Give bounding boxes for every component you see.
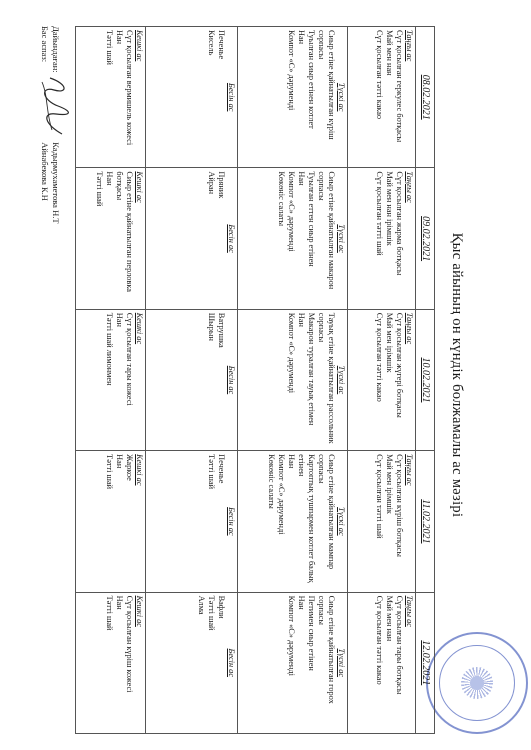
lunch-cell-day-2 (238, 168, 348, 309)
dinner-heading: Кешкі ас (135, 454, 144, 486)
menu-item: Тәтті шай (95, 171, 105, 207)
menu-item: Нан (105, 171, 115, 186)
menu-item: Нан (297, 312, 307, 327)
menu-item: Сиыр етіне қайнатылған перловка ботқасы (115, 171, 135, 292)
menu-item: Сүт қосылған вермишель кожесі (125, 30, 135, 146)
menu-item: Нан (115, 30, 125, 45)
dinner-cell-day-4 (76, 451, 146, 592)
menu-item: Шырын (207, 312, 217, 341)
menu-item: Сүт қосылған тәтті какао (375, 312, 385, 402)
menu-table (75, 26, 435, 734)
menu-item: Көкөніс салаты (277, 171, 287, 227)
dinner-row (76, 27, 146, 734)
official-stamp (426, 632, 528, 734)
snack-cell-day-5 (146, 592, 238, 733)
dinner-cell-day-5 (76, 592, 146, 733)
lunch-cell-day-4 (238, 451, 348, 592)
chef-name: Айнабекова К.Н (39, 142, 50, 201)
breakfast-heading: Таңғы ас (405, 454, 414, 486)
snack-heading: Бесін ас (227, 82, 236, 112)
menu-item: Тәтті шай (207, 454, 217, 490)
menu-item: Нан (297, 30, 307, 45)
signature-line-chef (38, 26, 49, 224)
menu-item: Айран (207, 171, 217, 195)
date-header-day-3: 10.02.2021 (416, 309, 435, 450)
breakfast-row (348, 27, 416, 734)
menu-item: Кисель (207, 30, 217, 56)
dinner-cell-day-3 (76, 309, 146, 450)
menu-item: Сүт қосылған тәтті шай (375, 171, 385, 256)
breakfast-cell-day-1 (348, 27, 416, 168)
menu-item: Нан (115, 595, 125, 610)
snack-heading: Бесін ас (227, 365, 236, 395)
breakfast-heading: Таңғы ас (405, 171, 414, 203)
dinner-heading: Кешкі ас (135, 30, 144, 62)
menu-item: Петимен сиыр етінен (307, 595, 317, 671)
menu-item: Компот «С» дәруменді (287, 30, 297, 111)
menu-item: Алма (197, 595, 207, 615)
menu-item: Сүт қосылған күріш кожесі (125, 595, 135, 693)
menu-item: Май мен нан ірімшік (385, 171, 395, 246)
signatures-block (38, 26, 61, 224)
date-header-day-5: 12.02.2021 (416, 592, 435, 733)
breakfast-heading: Таңғы ас (405, 312, 414, 345)
menu-item: Май мен ірімшік (385, 454, 395, 514)
menu-item: Сиыр етіне қайнатылған макарон сорпасы (317, 171, 337, 290)
date-header-day-2: 09.02.2021 (416, 168, 435, 309)
menu-item: Ватрушка (217, 312, 227, 348)
dinner-cell-day-1 (76, 27, 146, 168)
menu-item: Нан (115, 454, 125, 469)
menu-item: Тәтті шай (105, 454, 115, 490)
document-title: Қыс айының он күндік болжамалы ас мәзірі (449, 232, 465, 518)
lunch-cell-day-3 (238, 309, 348, 450)
date-header-day-1: 08.02.2021 (416, 27, 435, 168)
breakfast-cell-day-5 (348, 592, 416, 733)
menu-item: Нан (297, 595, 307, 610)
menu-item: Печенье (217, 30, 227, 60)
snack-heading: Бесін ас (227, 507, 236, 536)
menu-item: Нан (297, 171, 307, 186)
lunch-row (238, 27, 348, 734)
menu-item: Сүт қосылған тары ботқасы (395, 595, 405, 695)
menu-item: Нан (287, 454, 297, 469)
menu-item: Печенье (217, 454, 227, 484)
menu-item: Май мен ірімшік (385, 312, 395, 373)
breakfast-heading: Таңғы ас (405, 595, 414, 627)
chef-label: Бас аспаз: (39, 26, 50, 63)
menu-item: Сүт қосылған тары кожесі (125, 312, 135, 406)
prepared-name: Кадырмухаметова Н.Т (51, 142, 61, 224)
snack-cell-day-3 (146, 309, 238, 450)
menu-item: Макарон туралған тауық етімен (307, 312, 317, 426)
snack-cell-day-2 (146, 168, 238, 309)
lunch-heading: Түскі ас (337, 365, 346, 395)
menu-item: Туылған еттен сиыр етінен (307, 171, 317, 267)
stamp-emblem (461, 667, 493, 699)
menu-item: Тәтті шай (105, 30, 115, 65)
menu-item: Тәтті шай (105, 595, 115, 631)
menu-item: Сиыр етіне қайнатылған горох сорпасы (317, 595, 337, 704)
dinner-cell-day-2 (76, 168, 146, 309)
breakfast-cell-day-4 (348, 451, 416, 592)
menu-item: Сүт қосылған тәтті какао (375, 30, 385, 120)
lunch-heading: Түскі ас (337, 82, 346, 112)
dinner-heading: Кешкі ас (135, 312, 144, 345)
menu-item: Май мен нан (385, 595, 395, 642)
menu-item: Картоптық тушпармен котлет балық етінен (297, 454, 317, 583)
menu-item: Май мен нан (385, 30, 395, 76)
prepared-label: Дайындаған: (51, 26, 61, 73)
signature-line-prepared (50, 26, 61, 224)
menu-item: Тәтті шай лимонмен (105, 312, 115, 386)
menu-item: Вафли (217, 595, 227, 619)
dinner-heading: Кешкі ас (135, 595, 144, 627)
breakfast-cell-day-3 (348, 309, 416, 450)
snack-cell-day-1 (146, 27, 238, 168)
menu-item: Компот «С» дәруменді (277, 454, 287, 535)
menu-item: Сүт қосылған жарма ботқасы (395, 171, 405, 276)
menu-item: Пряник (217, 171, 227, 199)
menu-item: Нан (115, 312, 125, 327)
breakfast-cell-day-2 (348, 168, 416, 309)
menu-item: Тәтті шай (207, 595, 217, 631)
menu-item: Жаркое (125, 454, 135, 481)
lunch-cell-day-1 (238, 27, 348, 168)
menu-item: Тауық етіне қайнатылған рассольник сорпасы (317, 312, 337, 444)
lunch-heading: Түскі ас (337, 224, 346, 253)
menu-item: Сүт қосылған жүгері ботқасы (395, 312, 405, 418)
menu-item: Сүт қосылған күріш ботқасы (395, 454, 405, 557)
menu-item: Көкөніс салаты (267, 454, 277, 509)
menu-item: Сүт қосылған тәтті шай (375, 454, 385, 539)
lunch-cell-day-5 (238, 592, 348, 733)
lunch-heading: Түскі ас (337, 648, 346, 678)
snack-row (146, 27, 238, 734)
menu-item: Компот «С» дәруменді (287, 312, 297, 394)
snack-cell-day-4 (146, 451, 238, 592)
snack-heading: Бесін ас (227, 648, 236, 678)
menu-item: Туылған сиыр етінен котлет (307, 30, 317, 129)
menu-item: Сүт қосылған тәтті какао (375, 595, 385, 685)
menu-item: Сиыр етіне қайнатылған күріш сорпасы (317, 30, 337, 140)
menu-item: Сиыр етіне қайнатылған мампар сорпасы (317, 454, 337, 570)
snack-heading: Бесін ас (227, 224, 236, 253)
menu-item: Компот «С» дәруменді (287, 595, 297, 676)
date-header-day-4: 11.02.2021 (416, 451, 435, 592)
breakfast-heading: Таңғы ас (405, 30, 414, 62)
menu-item: Сүт қосылған геркулес ботқасы (395, 30, 405, 143)
date-header-row (416, 27, 435, 734)
dinner-heading: Кешкі ас (135, 171, 144, 203)
lunch-heading: Түскі ас (337, 507, 346, 536)
menu-item: Компот «С» дәруменді (287, 171, 297, 252)
